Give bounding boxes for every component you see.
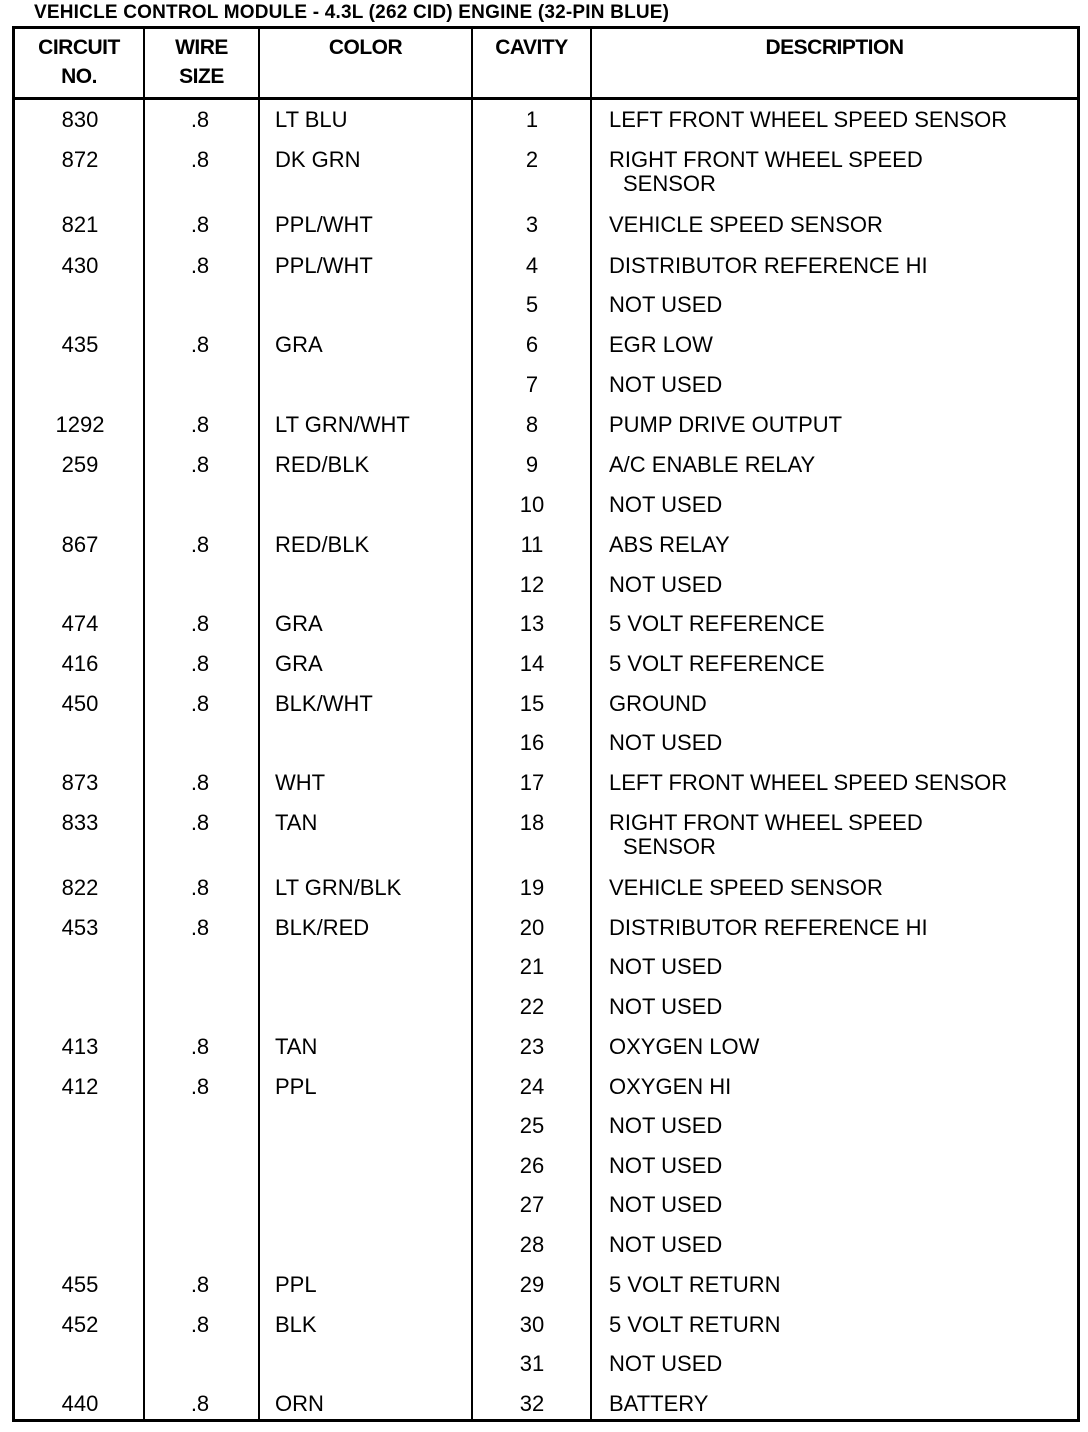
description-line1: NOT USED [609, 492, 723, 517]
description-line1: PUMP DRIVE OUTPUT [609, 412, 843, 437]
color-cell: LT GRN/WHT [275, 412, 410, 437]
circuit-no-cell: 259 [61, 452, 99, 477]
circuit-no-cell: 872 [61, 147, 99, 172]
circuit-no-cell: 450 [61, 691, 99, 716]
description-cell [609, 213, 883, 237]
header-divider [15, 97, 1077, 100]
description-cell [609, 453, 815, 477]
wire-size-cell: .8 [190, 691, 210, 716]
circuit-no-cell: 435 [61, 332, 99, 357]
header-size-line2: SIZE [179, 65, 224, 88]
circuit-no-cell: 452 [61, 1312, 99, 1337]
description-cell [609, 876, 883, 900]
description-line1: VEHICLE SPEED SENSOR [609, 212, 883, 237]
circuit-no-cell: 1292 [55, 412, 105, 437]
description-line1: NOT USED [609, 1153, 723, 1178]
description-cell [609, 1075, 731, 1099]
description-line2: SENSOR [623, 171, 716, 196]
wire-size-cell: .8 [190, 1034, 210, 1059]
color-cell: WHT [275, 770, 326, 795]
page-title: VEHICLE CONTROL MODULE - 4.3L (262 CID) ENGINE (32-PIN BLUE) [34, 2, 670, 23]
circuit-no-cell: 873 [61, 770, 99, 795]
circuit-no-cell: 430 [61, 253, 99, 278]
cavity-cell: 15 [519, 691, 545, 716]
cavity-cell: 22 [519, 994, 545, 1019]
description-line1: NOT USED [609, 1232, 723, 1257]
circuit-no-cell: 455 [61, 1272, 99, 1297]
cavity-cell: 18 [519, 810, 545, 835]
cavity-cell: 30 [519, 1312, 545, 1337]
color-cell: PPL [275, 1272, 317, 1297]
cavity-cell: 28 [519, 1232, 545, 1257]
column-divider [143, 29, 145, 1419]
color-cell: LT GRN/BLK [275, 875, 402, 900]
header-color: COLOR [328, 36, 403, 59]
wire-size-cell: .8 [190, 770, 210, 795]
description-cell [609, 1114, 722, 1138]
description-cell [609, 692, 707, 716]
cavity-cell: 11 [520, 532, 544, 557]
description-cell [609, 916, 928, 940]
description-line1: BATTERY [609, 1391, 709, 1416]
cavity-cell: 26 [519, 1153, 545, 1178]
column-divider [590, 29, 592, 1419]
description-line1: 5 VOLT REFERENCE [609, 611, 825, 636]
cavity-cell: 24 [519, 1074, 545, 1099]
wire-size-cell: .8 [190, 253, 210, 278]
description-line1: NOT USED [609, 730, 723, 755]
cavity-cell: 32 [519, 1391, 545, 1416]
circuit-no-cell: 416 [61, 651, 99, 676]
cavity-cell: 20 [519, 915, 545, 940]
cavity-cell: 1 [525, 107, 539, 132]
cavity-cell: 13 [519, 611, 545, 636]
description-cell [609, 1352, 722, 1376]
column-divider [471, 29, 473, 1419]
description-line1: NOT USED [609, 1113, 723, 1138]
cavity-cell: 21 [519, 954, 545, 979]
wire-size-cell: .8 [190, 532, 210, 557]
description-cell [609, 413, 842, 437]
description-cell [609, 1313, 781, 1337]
description-line1: NOT USED [609, 292, 723, 317]
color-cell: RED/BLK [275, 452, 370, 477]
color-cell: LT BLU [275, 107, 348, 132]
header-description: DESCRIPTION [765, 36, 904, 59]
circuit-no-cell: 821 [61, 212, 99, 237]
cavity-cell: 5 [525, 292, 539, 317]
cavity-cell: 3 [525, 212, 539, 237]
description-cell [609, 1392, 708, 1416]
color-cell: ORN [275, 1391, 324, 1416]
wire-size-cell: .8 [190, 1074, 210, 1099]
description-line1: DISTRIBUTOR REFERENCE HI [609, 253, 928, 278]
wire-size-cell: .8 [190, 810, 210, 835]
description-line1: NOT USED [609, 1351, 723, 1376]
wire-size-cell: .8 [190, 611, 210, 636]
color-cell: PPL/WHT [275, 212, 373, 237]
description-cell [609, 612, 825, 636]
description-line1: LEFT FRONT WHEEL SPEED SENSOR [609, 107, 1008, 132]
description-cell [609, 652, 825, 676]
wire-size-cell: .8 [190, 212, 210, 237]
description-cell [609, 493, 722, 517]
cavity-cell: 17 [519, 770, 545, 795]
cavity-cell: 8 [525, 412, 539, 437]
cavity-cell: 31 [519, 1351, 545, 1376]
cavity-cell: 4 [525, 253, 539, 278]
description-cell [609, 148, 923, 196]
column-divider [258, 29, 260, 1419]
cavity-cell: 7 [525, 372, 539, 397]
wire-size-cell: .8 [190, 1391, 210, 1416]
color-cell: BLK [275, 1312, 317, 1337]
description-line1: A/C ENABLE RELAY [609, 452, 816, 477]
cavity-cell: 10 [519, 492, 545, 517]
description-cell [609, 293, 722, 317]
description-cell [609, 771, 1007, 795]
description-cell [609, 1035, 759, 1059]
description-cell [609, 573, 722, 597]
description-cell [609, 955, 722, 979]
wire-size-cell: .8 [190, 332, 210, 357]
description-cell [609, 1273, 781, 1297]
color-cell: BLK/RED [275, 915, 370, 940]
wire-size-cell: .8 [190, 1272, 210, 1297]
wire-size-cell: .8 [190, 412, 210, 437]
wire-size-cell: .8 [190, 651, 210, 676]
color-cell: PPL/WHT [275, 253, 373, 278]
description-line1: NOT USED [609, 954, 723, 979]
description-line1: OXYGEN LOW [609, 1034, 760, 1059]
description-cell [609, 333, 713, 357]
wire-size-cell: .8 [190, 107, 210, 132]
cavity-cell: 23 [519, 1034, 545, 1059]
description-line1: NOT USED [609, 1192, 723, 1217]
header-size-line1: WIRE [175, 36, 228, 59]
wire-size-cell: .8 [190, 452, 210, 477]
circuit-no-cell: 413 [61, 1034, 99, 1059]
description-cell [609, 373, 722, 397]
circuit-no-cell: 474 [61, 611, 99, 636]
circuit-no-cell: 867 [61, 532, 99, 557]
description-line1: 5 VOLT REFERENCE [609, 651, 825, 676]
color-cell: GRA [275, 651, 323, 676]
color-cell: DK GRN [275, 147, 361, 172]
description-line1: NOT USED [609, 994, 723, 1019]
header-wire-size [145, 33, 258, 91]
cavity-cell: 2 [525, 147, 539, 172]
wire-size-cell: .8 [190, 147, 210, 172]
description-cell [609, 254, 928, 278]
color-cell: PPL [275, 1074, 317, 1099]
description-line1: VEHICLE SPEED SENSOR [609, 875, 883, 900]
description-cell [609, 108, 1007, 132]
cavity-cell: 9 [525, 452, 539, 477]
cavity-cell: 6 [525, 332, 539, 357]
description-cell [609, 1154, 722, 1178]
circuit-no-cell: 440 [61, 1391, 99, 1416]
color-cell: RED/BLK [275, 532, 370, 557]
description-line1: LEFT FRONT WHEEL SPEED SENSOR [609, 770, 1008, 795]
cavity-cell: 16 [519, 730, 545, 755]
description-line1: 5 VOLT RETURN [609, 1312, 781, 1337]
wire-size-cell: .8 [190, 915, 210, 940]
description-line1: NOT USED [609, 572, 723, 597]
header-circuit-line1: CIRCUIT [38, 36, 120, 59]
description-line1: RIGHT FRONT WHEEL SPEED [609, 810, 923, 835]
cavity-cell: 27 [519, 1192, 545, 1217]
color-cell: GRA [275, 611, 323, 636]
circuit-no-cell: 833 [61, 810, 99, 835]
description-line1: RIGHT FRONT WHEEL SPEED [609, 147, 923, 172]
description-cell [609, 1193, 722, 1217]
description-line1: EGR LOW [609, 332, 713, 357]
description-cell [609, 731, 722, 755]
color-cell: GRA [275, 332, 323, 357]
circuit-no-cell: 822 [61, 875, 99, 900]
description-cell [609, 533, 730, 557]
color-cell: TAN [275, 810, 318, 835]
circuit-no-cell: 412 [61, 1074, 99, 1099]
header-circuit-line2: NO. [61, 65, 97, 88]
cavity-cell: 19 [519, 875, 545, 900]
description-line1: ABS RELAY [609, 532, 730, 557]
description-line1: 5 VOLT RETURN [609, 1272, 781, 1297]
description-line1: GROUND [609, 691, 707, 716]
description-line2: SENSOR [623, 834, 716, 859]
description-line1: DISTRIBUTOR REFERENCE HI [609, 915, 928, 940]
cavity-cell: 25 [519, 1113, 545, 1138]
cavity-cell: 14 [519, 651, 545, 676]
description-line1: NOT USED [609, 372, 723, 397]
header-cavity: CAVITY [495, 36, 568, 59]
wire-size-cell: .8 [190, 1312, 210, 1337]
description-cell [609, 995, 722, 1019]
cavity-cell: 12 [519, 572, 545, 597]
description-cell [609, 811, 923, 859]
color-cell: TAN [275, 1034, 318, 1059]
header-circuit-no [15, 33, 143, 91]
description-cell [609, 1233, 722, 1257]
circuit-no-cell: 830 [61, 107, 99, 132]
color-cell: BLK/WHT [275, 691, 373, 716]
circuit-no-cell: 453 [61, 915, 99, 940]
wire-size-cell: .8 [190, 875, 210, 900]
cavity-cell: 29 [519, 1272, 545, 1297]
description-line1: OXYGEN HI [609, 1074, 732, 1099]
pinout-table [12, 26, 1080, 1422]
